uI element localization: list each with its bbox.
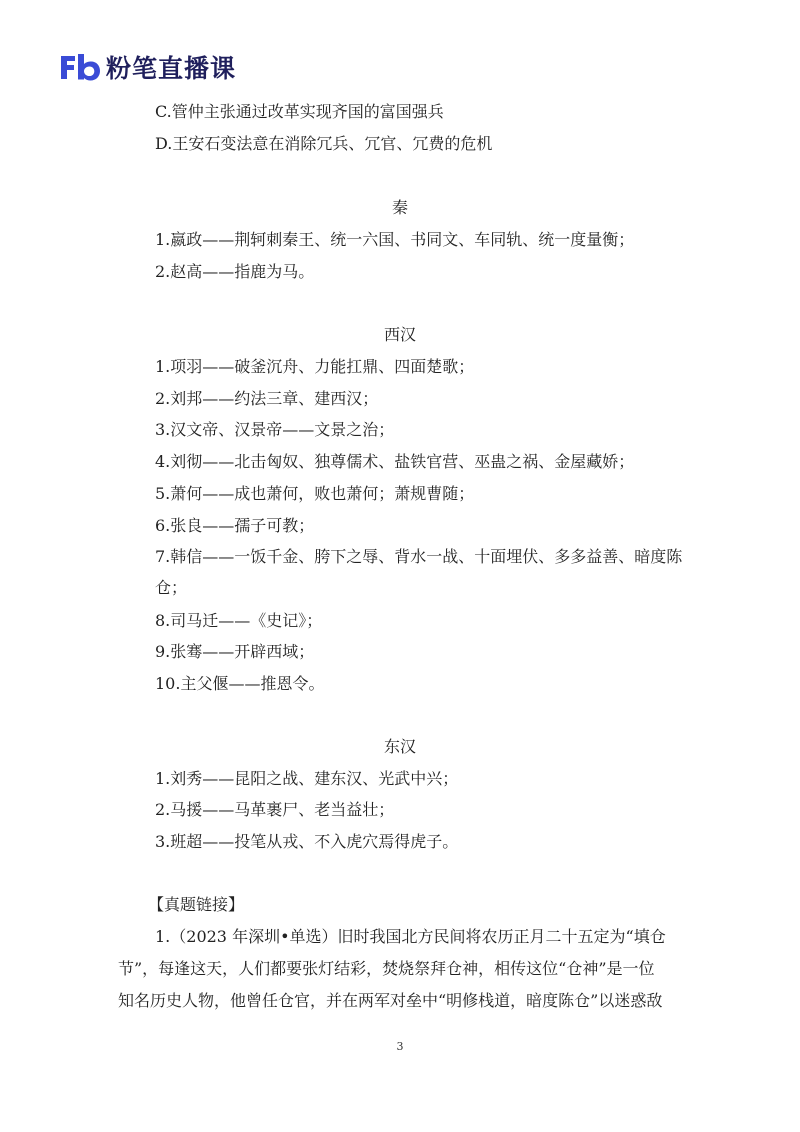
list-item: 2.马援——马革裹尸、老当益壮； [155,800,395,819]
fenbi-logo-icon [58,52,102,82]
section-title-qin: 秦 [391,198,408,217]
list-item: 2.刘邦——约法三章、建西汉； [155,389,379,408]
list-item: 8.司马迁——《史记》； [155,611,323,630]
list-item: 6.张良——孺子可教； [155,516,315,535]
brand-title: 粉笔直播课 [106,54,237,83]
list-item-continuation: 仓； [155,578,188,597]
option-c: C.管仲主张通过改革实现齐国的富国强兵 [155,102,444,121]
exam-link-label: 【真题链接】 [148,895,245,914]
list-item: 3.汉文帝、汉景帝——文景之治； [155,420,395,439]
list-item: 2.赵高——指鹿为马。 [155,262,315,281]
header [58,50,236,84]
list-item: 10.主父偃——推恩令。 [155,674,325,693]
list-item: 1.嬴政——荆轲刺秦王、统一六国、书同文、车同轨、统一度量衡； [155,230,635,249]
list-item: 9.张骞——开辟西域； [155,642,315,661]
list-item: 3.班超——投笔从戎、不入虎穴焉得虎子。 [155,832,459,851]
list-item: 1.项羽——破釜沉舟、力能扛鼎、四面楚歌； [155,357,475,376]
section-title-donghan: 东汉 [383,737,416,756]
exam-question-line: 节”，每逢这天，人们都要张灯结彩，焚烧祭拜仓神，相传这位“仓神”是一位 [118,959,655,978]
exam-question-line: 1.（2023 年深圳•单选）旧时我国北方民间将农历正月二十五定为“填仓 [155,927,666,946]
section-title-xihan: 西汉 [383,325,416,344]
page-number: 3 [396,1040,404,1053]
exam-question-line: 知名历史人物，他曾任仓官，并在两军对垒中“明修栈道，暗度陈仓”以迷惑敌 [118,991,663,1010]
option-d: D.王安石变法意在消除冗兵、冗官、冗费的危机 [155,134,493,153]
list-item: 4.刘彻——北击匈奴、独尊儒术、盐铁官营、巫蛊之祸、金屋藏娇； [155,452,635,471]
list-item: 7.韩信——一饭千金、胯下之辱、背水一战、十面埋伏、多多益善、暗度陈 [155,547,683,566]
list-item: 1.刘秀——昆阳之战、建东汉、光武中兴； [155,769,459,788]
list-item: 5.萧何——成也萧何，败也萧何；萧规曹随； [155,484,475,503]
